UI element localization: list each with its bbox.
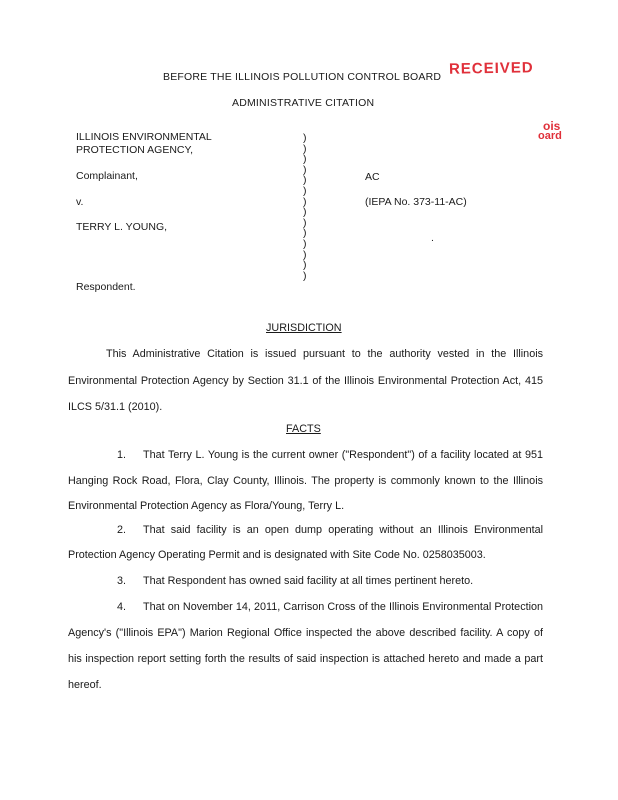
fact-1-number: 1. — [117, 449, 127, 461]
fact-3-number: 3. — [117, 575, 127, 587]
document-title: BEFORE THE ILLINOIS POLLUTION CONTROL BOARD — [163, 71, 442, 83]
fact-4-line-1: That on November 14, 2011, Carrison Cross of the Illinois Environmental Protection — [143, 601, 543, 613]
fact-4-line-3: his inspection report setting forth the results of said inspection is attached hereto and made a part — [68, 653, 543, 665]
jurisdiction-line-1: This Administrative Citation is issued pursuant to the authority vested in the Illinois — [106, 348, 543, 360]
document-subtitle: ADMINISTRATIVE CITATION — [232, 97, 375, 109]
jurisdiction-line-2: Environmental Protection Agency by Section 31.1 of the Illinois Environmental Protection Act, 415 — [68, 375, 543, 387]
caption-parentheses: ) ) ) ) ) ) ) ) ) ) ) ) ) ) — [303, 132, 307, 282]
fact-4-line-2: Agency's ("Illinois EPA") Marion Regional Office inspected the above described facility. A copy of — [68, 627, 543, 639]
fact-1-line-3: Environmental Protection Agency as Flora/Young, Terry L. — [68, 500, 345, 512]
respondent-role: Respondent. — [76, 281, 136, 293]
received-stamp: RECEIVED — [448, 59, 534, 78]
fact-2-line-1: That said facility is an open dump operating without an Illinois Environmental — [143, 524, 543, 536]
jurisdiction-line-3: ILCS 5/31.1 (2010). — [68, 401, 163, 413]
received-stamp-fragment-2: oard — [538, 130, 562, 142]
case-dot-mark: . — [431, 232, 434, 244]
case-iepa-number: (IEPA No. 373-11-AC) — [365, 196, 467, 208]
received-stamp-fragment-1: ois — [543, 119, 561, 133]
fact-2-line-2: Protection Agency Operating Permit and is designated with Site Code No. 0258035003. — [68, 549, 486, 561]
fact-1-line-1: That Terry L. Young is the current owner ("Respondent") of a facility located at 951 — [143, 449, 543, 461]
complainant-role: Complainant, — [76, 170, 138, 182]
respondent-name: TERRY L. YOUNG, — [76, 221, 168, 233]
fact-4-number: 4. — [117, 601, 127, 613]
facts-heading: FACTS — [286, 423, 321, 435]
jurisdiction-heading: JURISDICTION — [266, 322, 342, 334]
fact-4-line-4: hereof. — [68, 679, 102, 691]
fact-3-line-1: That Respondent has owned said facility at all times pertinent hereto. — [143, 575, 474, 587]
fact-2-number: 2. — [117, 524, 127, 536]
versus-label: v. — [76, 196, 84, 208]
complainant-name-line-2: PROTECTION AGENCY, — [76, 144, 194, 156]
complainant-name-line-1: ILLINOIS ENVIRONMENTAL — [76, 131, 212, 143]
case-ac-number: AC — [365, 171, 380, 183]
fact-1-line-2: Hanging Rock Road, Flora, Clay County, Illinois. The property is commonly known to the Illinois — [68, 475, 543, 487]
